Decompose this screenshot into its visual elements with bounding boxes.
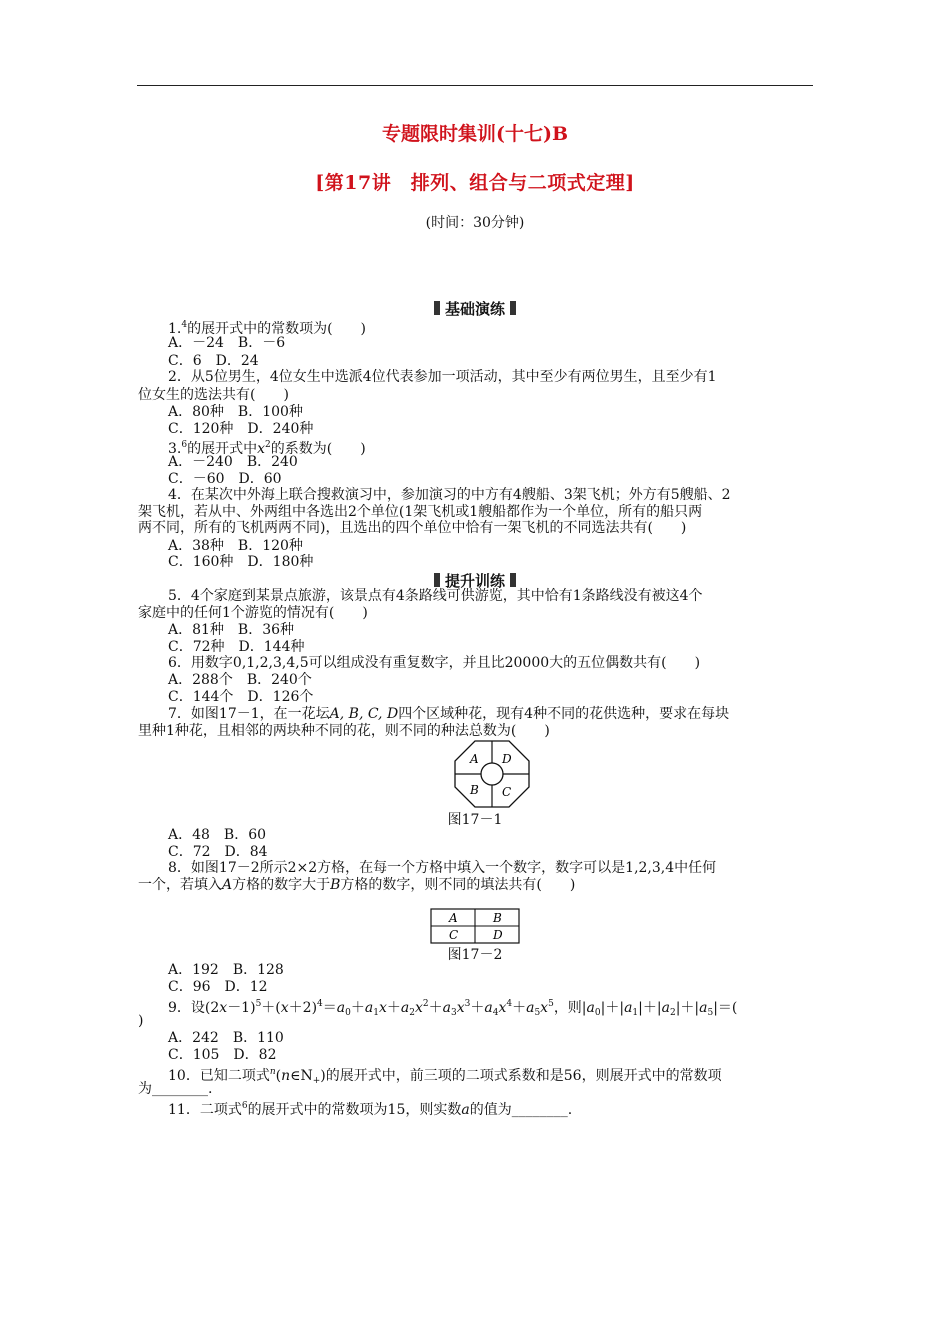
figure-17-2-grid	[430, 908, 520, 944]
q10-line-1: 10．已知二项式$^n(n\in N_+)$的展开式中，前三项的二项式系数和是56，则展开式中的常数项	[168, 1067, 722, 1086]
q7-options-2: C．72 D．84	[168, 844, 268, 860]
q9-options-1: A．242 B．110	[168, 1030, 284, 1046]
q11-line-1: 11．二项式$^6$的展开式中的常数项为15，则实数a的值为________.	[168, 1101, 573, 1118]
q2-line-2: 位女生的选法共有( )	[138, 387, 289, 403]
q10-line-2: 为________.	[138, 1081, 213, 1097]
q5-options-1: A．81种 B．36种	[168, 622, 295, 638]
q1-options-1: A．－24 B．－6	[168, 335, 286, 351]
q4-options-1: A．38种 B．120种	[168, 538, 303, 554]
q7-line-1: 7．如图17－1，在一花坛A, B, C, D四个区域种花，现有4种不同的花供选种，要求在每块	[168, 706, 730, 722]
region-d-label: D	[502, 752, 512, 766]
time-limit: (时间：30分钟)	[425, 215, 525, 231]
octagon-center-circle	[481, 763, 503, 785]
q2-options-2: C．120种 D．240种	[168, 421, 314, 437]
section-advanced: 提升训练	[0, 570, 950, 591]
q8-options-1: A．192 B．128	[168, 962, 284, 978]
q6-line-1: 6．用数字0,1,2,3,4,5可以组成没有重复数字，并且比20000大的五位偶数共有( )	[168, 655, 701, 671]
q3-options-2: C．－60 D．60	[168, 471, 282, 487]
q8-options-2: C．96 D．12	[168, 979, 268, 995]
q6-options-1: A．288个 B．240个	[168, 672, 312, 688]
q3-stem: 3.$^6$的展开式中$x^2$的系数为( )	[168, 440, 366, 457]
q9-options-2: C．105 D．82	[168, 1047, 277, 1063]
q4-options-2: C．160种 D．180种	[168, 554, 314, 570]
grid-cell-d: D	[493, 928, 503, 942]
q5-line-2: 家庭中的任何1个游览的情况有( )	[138, 605, 368, 621]
grid-cell-a: A	[449, 911, 458, 925]
q9-stem: 9．设$(2x-1)^5+(x+2)^4=a_0+a_1x+a_2x^2+a_3x^3+a_4x^4+a_5x^5$，则$|a_0|+|a_1|+|a_2|+|a_5|=$(	[168, 999, 738, 1018]
q4-line-2: 架飞机，若从中、外两组中各选出2个单位(1架飞机或1艘船都作为一个单位，所有的船只两	[138, 504, 703, 520]
q1-stem: 1.$^4$的展开式中的常数项为( )	[168, 320, 367, 337]
q7-options-1: A．48 B．60	[168, 827, 267, 843]
region-a-label: A	[470, 752, 479, 766]
q1-options-2: C．6 D．24	[168, 353, 259, 369]
page-title: 专题限时集训(十七)B	[381, 123, 569, 145]
grid-cell-c: C	[449, 928, 459, 942]
q4-line-3: 两不同，所有的飞机两两不同)，且选出的四个单位中恰有一架飞机的不同选法共有( )	[138, 520, 687, 536]
q2-line-1: 2．从5位男生，4位女生中选派4位代表参加一项活动，其中至少有两位男生，且至少有1	[168, 369, 717, 385]
region-b-label: B	[470, 783, 479, 797]
q5-line-1: 5．4个家庭到某景点旅游，该景点有4条路线可供游览，其中恰有1条路线没有被这4个	[168, 588, 703, 604]
q6-options-2: C．144个 D．126个	[168, 689, 314, 705]
figure-17-1-octagon	[453, 740, 531, 808]
q4-line-1: 4．在某次中外海上联合搜救演习中，参加演习的中方有4艘船、3架飞机；外方有5艘船、2	[168, 487, 731, 503]
q5-options-2: C．72种 D．144种	[168, 639, 305, 655]
region-c-label: C	[502, 785, 512, 799]
section-basic: 基础演练	[0, 298, 950, 319]
figure-17-1-caption: 图17－1	[447, 812, 503, 828]
q9-line-2: )	[138, 1013, 144, 1029]
q8-line-2: 一个，若填入A方格的数字大于B方格的数字，则不同的填法共有( )	[138, 877, 576, 893]
q7-line-2: 里种1种花，且相邻的两块种不同的花，则不同的种法总数为( )	[138, 723, 550, 739]
q3-options-1: A．－240 B．240	[168, 454, 298, 470]
grid-cell-b: B	[493, 911, 502, 925]
figure-17-2-caption: 图17－2	[447, 947, 503, 963]
top-rule	[137, 85, 813, 86]
q2-options-1: A．80种 B．100种	[168, 404, 303, 420]
q8-line-1: 8．如图17－2所示2×2方格，在每一个方格中填入一个数字，数字可以是1,2,3,4中任何	[168, 860, 717, 876]
page-subtitle: [第17讲 排列、组合与二项式定理]	[315, 172, 635, 194]
